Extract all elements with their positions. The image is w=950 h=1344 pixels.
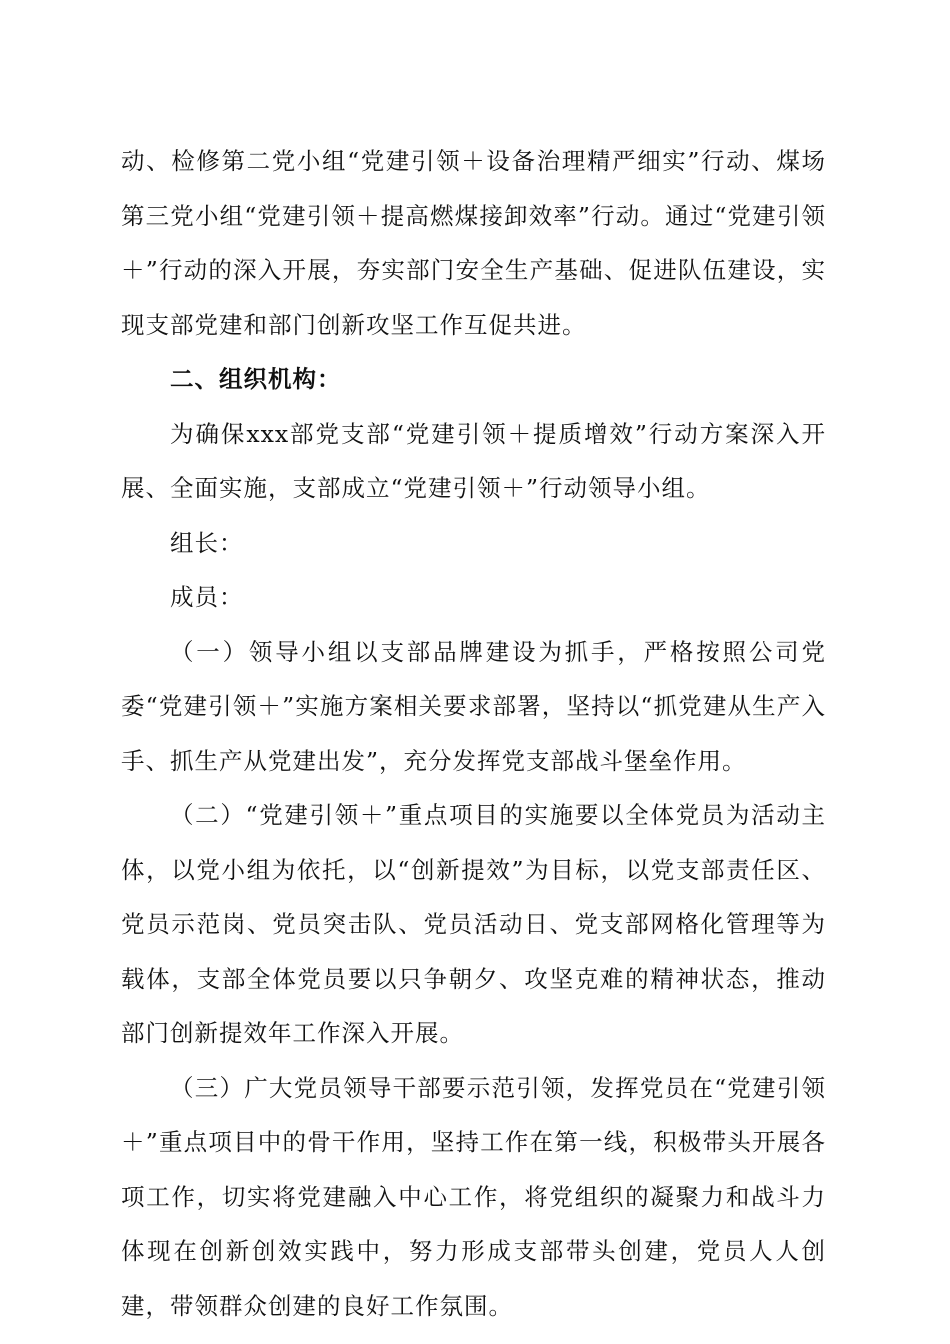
paragraph-continuation: 动、检修第二党小组“党建引领＋设备治理精严细实”行动、煤场第三党小组“党建引领＋提高燃煤接卸效率”行动。通过“党建引领＋”行动的深入开展，夯实部门安全生产基础、促进队伍建设，实现支部党建和部门创新攻坚工作互促共进。	[121, 147, 826, 339]
paragraph-organization-intro: 为确保xxx部党支部“党建引领＋提质增效”行动方案深入开展、全面实施，支部成立“党建引领＋”行动领导小组。	[121, 419, 826, 502]
document-body	[121, 134, 826, 1333]
paragraph-item-three: （三）广大党员领导干部要示范引领，发挥党员在“党建引领＋”重点项目中的骨干作用，坚持工作在第一线，积极带头开展各项工作，切实将党建融入中心工作，将党组织的凝聚力和战斗力体现在创新创效实践中，努力形成支部带头创建，党员人人创建，带领群众创建的良好工作氛围。	[121, 1073, 826, 1320]
section-heading-organization: 二、组织机构：	[170, 365, 342, 393]
paragraph-item-two: （二）“党建引领＋”重点项目的实施要以全体党员为活动主体，以党小组为依托，以“创新提效”为目标，以党支部责任区、党员示范岗、党员突击队、党员活动日、党支部网格化管理等为载体，支部全体党员要以只争朝夕、攻坚克难的精神状态，推动部门创新提效年工作深入开展。	[121, 801, 826, 1047]
paragraph-item-one: （一）领导小组以支部品牌建设为抓手，严格按照公司党委“党建引领＋”实施方案相关要求部署，坚持以“抓党建从生产入手、抓生产从党建出发”，充分发挥党支部战斗堡垒作用。	[121, 637, 826, 775]
paragraph-team-leader: 组长：	[170, 528, 244, 557]
paragraph-team-members: 成员：	[170, 583, 244, 611]
